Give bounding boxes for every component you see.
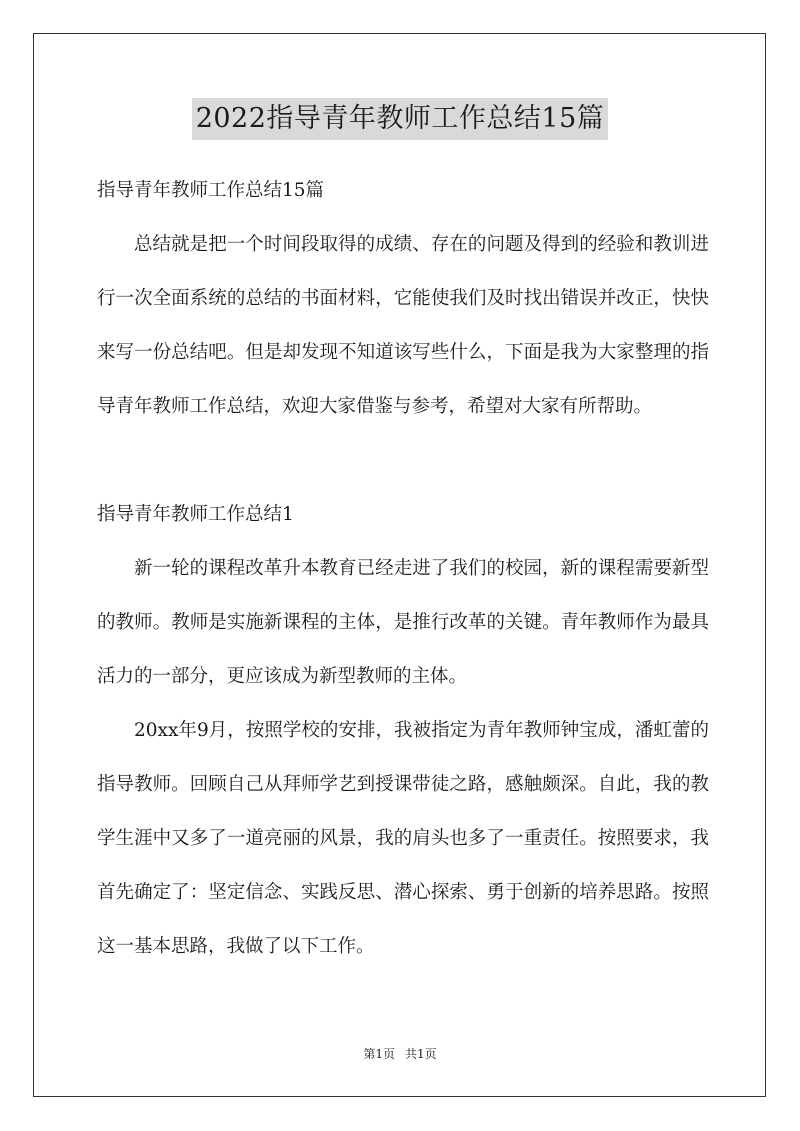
document-subtitle: 指导青年教师工作总结15篇 — [97, 180, 325, 201]
page-number: 第1页 — [363, 1047, 395, 1061]
page-footer — [0, 1045, 800, 1062]
document-title: 2022指导青年教师工作总结15篇 — [192, 98, 609, 140]
section-spacer — [97, 434, 709, 488]
intro-paragraph: 总结就是把一个时间段取得的成绩、存在的问题及得到的经验和教训进行一次全面系统的总结的书面材料，它能使我们及时找出错误并改正，快快来写一份总结吧。但是却发现不知道该写些什么，下面是我为大家整理的指导青年教师工作总结，欢迎大家借鉴与参考，希望对大家有所帮助。 — [97, 234, 709, 417]
section-heading: 指导青年教师工作总结1 — [97, 504, 294, 525]
body-paragraph: 新一轮的课程改革升本教育已经走进了我们的校园，新的课程需要新型的教师。教师是实施新课程的主体，是推行改革的关键。青年教师作为最具活力的一部分，更应该成为新型教师的主体。 — [97, 558, 709, 687]
document-body — [97, 164, 709, 974]
body-paragraph: 20xx年9月，按照学校的安排，我被指定为青年教师钟宝成，潘虹蕾的指导教师。回顾自己从拜师学艺到授课带徒之路，感触颇深。自此，我的教学生涯中又多了一道亮丽的风景，我的肩头也多了一重责任。按照要求，我首先确定了：坚定信念、实践反思、潜心探索、勇于创新的培养思路。按照这一基本思路，我做了以下工作。 — [97, 720, 709, 957]
title-container — [0, 98, 800, 140]
page-total: 共1页 — [405, 1047, 437, 1061]
